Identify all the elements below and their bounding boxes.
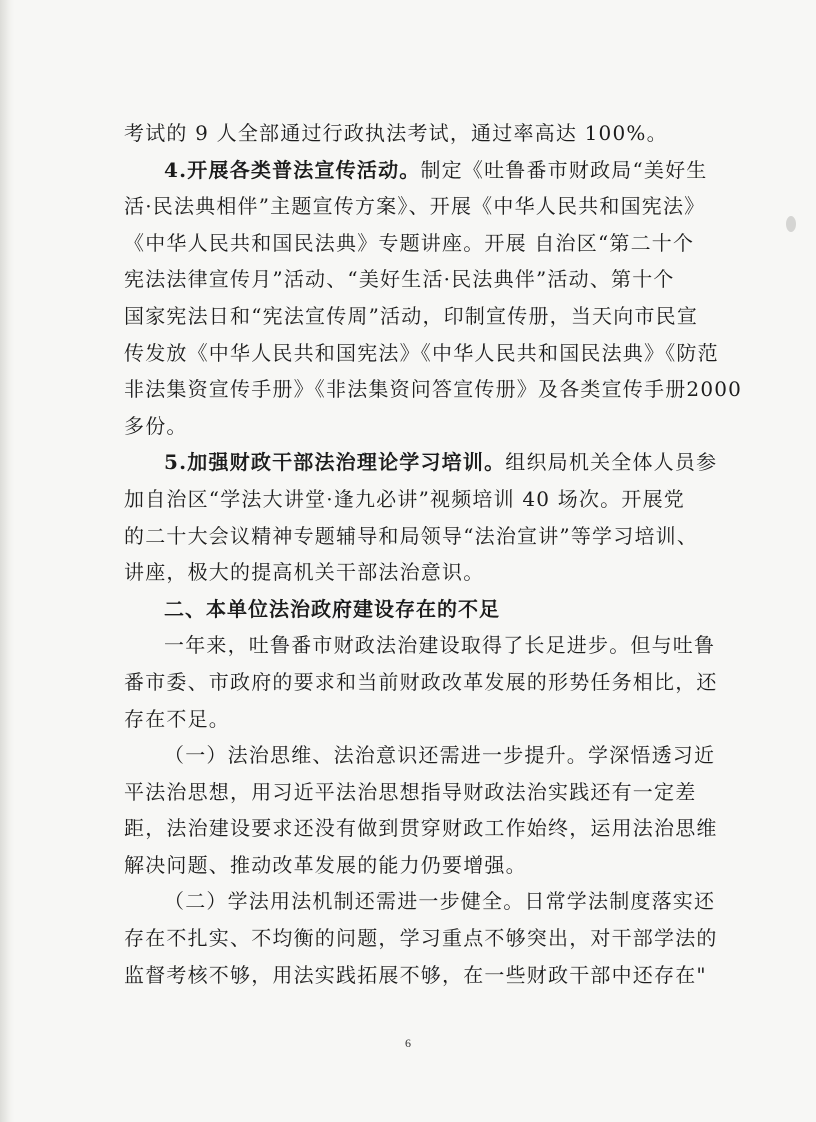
text-run: 多份。 bbox=[124, 413, 188, 438]
bold-run: 4.开展各类普法宣传活动。 bbox=[164, 157, 421, 182]
text-run: 考试的 9 人全部通过行政执法考试，通过率高达 100%。 bbox=[124, 121, 668, 145]
text-line bbox=[124, 888, 724, 914]
text-line bbox=[124, 925, 724, 951]
text-line bbox=[124, 486, 724, 512]
scan-edge bbox=[0, 0, 14, 1122]
text-run: （一）法治思维、法治意识还需进一步提升。 bbox=[164, 743, 588, 768]
text-run: 距，法治建设要求还没有做到贯穿财政工作始终，运用法治思维 bbox=[124, 816, 718, 841]
page-number: 6 bbox=[405, 1036, 411, 1050]
text-run: 活·民法典相伴”主题宣传方案》、开展《中华人民共和国宪法》 bbox=[124, 194, 706, 219]
text-run: 传发放《中华人民共和国宪法》《中华人民共和国民法典》《防范 bbox=[124, 340, 719, 365]
text-line bbox=[124, 815, 724, 841]
text-line bbox=[124, 559, 724, 585]
text-line bbox=[124, 340, 724, 366]
text-line bbox=[124, 669, 724, 695]
text-run: 加自治区“学法大讲堂·逢九必讲”视频培训 40 场次。开展党 bbox=[124, 486, 685, 511]
text-run: 日常学法制度落实还 bbox=[524, 889, 716, 914]
text-line bbox=[124, 120, 724, 146]
text-run: 组织局机关全体人员参 bbox=[505, 450, 718, 475]
text-run: 讲座，极大的提高机关干部法治意识。 bbox=[124, 560, 485, 585]
text-run: 制定《吐鲁番市财政局“美好生 bbox=[420, 157, 708, 182]
text-line bbox=[124, 266, 724, 292]
text-run: 存在不足。 bbox=[124, 706, 230, 731]
text-run: 监督考核不够，用法实践拓展不够，在一些财政干部中还存在" bbox=[124, 962, 707, 987]
text-line bbox=[124, 779, 724, 805]
text-line bbox=[124, 632, 724, 658]
text-run: 非法集资宣传手册》《非法集资问答宣传册》及各类宣传手册2000 bbox=[124, 377, 743, 402]
bold-run: 5.加强财政干部法治理论学习培训。 bbox=[164, 450, 506, 475]
text-line bbox=[124, 193, 724, 219]
text-run: 学深悟透习近 bbox=[588, 743, 716, 768]
text-line bbox=[124, 413, 724, 439]
bold-run: 二、本单位法治政府建设存在的不足 bbox=[164, 596, 500, 621]
body-text bbox=[124, 120, 743, 998]
text-line bbox=[124, 742, 724, 768]
text-line bbox=[124, 962, 724, 988]
text-run: 解决问题、推动改革发展的能力仍要增强。 bbox=[124, 852, 527, 877]
text-line bbox=[124, 706, 724, 732]
text-line bbox=[124, 852, 724, 878]
text-run: 存在不扎实、不均衡的问题，学习重点不够突出，对干部学法的 bbox=[124, 926, 718, 951]
text-line bbox=[124, 303, 724, 329]
text-run: 国家宪法日和“宪法宣传周”活动，印制宣传册，当天向市民宣 bbox=[124, 303, 699, 328]
text-line bbox=[124, 376, 743, 402]
text-run: 一年来，吐鲁番市财政法治建设取得了长足进步。但与吐鲁 bbox=[164, 633, 716, 658]
text-run: 番市委、市政府的要求和当前财政改革发展的形势任务相比，还 bbox=[124, 669, 718, 694]
text-run: 宪法法律宣传月”活动、“美好生活·民法典伴”活动、第十个 bbox=[124, 267, 675, 292]
text-line bbox=[124, 596, 724, 622]
text-line bbox=[124, 157, 724, 183]
text-run: （二）学法用法机制还需进一步健全。 bbox=[164, 889, 525, 914]
text-line bbox=[124, 449, 724, 475]
scan-smudge bbox=[786, 216, 796, 232]
text-line bbox=[124, 230, 724, 256]
text-line bbox=[124, 523, 724, 549]
text-run: 平法治思想，用习近平法治思想指导财政法治实践还有一定差 bbox=[124, 779, 697, 804]
text-run: 的二十大会议精神专题辅导和局领导“法治宣讲”等学习培训、 bbox=[124, 523, 699, 548]
text-run: 《中华人民共和国民法典》专题讲座。开展 自治区“第二十个 bbox=[124, 230, 695, 255]
